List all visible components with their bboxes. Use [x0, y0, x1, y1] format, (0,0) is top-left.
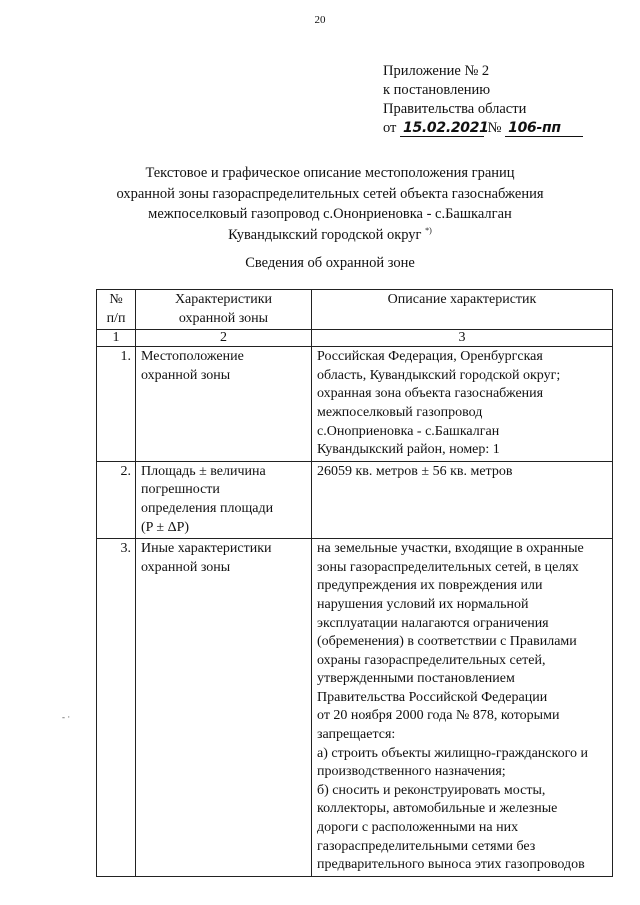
- title-line-3: межпоселковый газопровод с.Ононриеновка - с.Башкалган: [148, 206, 512, 222]
- scan-artifact-mark: - ·: [62, 712, 71, 722]
- document-title: [60, 163, 600, 245]
- header-description: Описание характеристик: [312, 290, 613, 330]
- column-number-row: [97, 330, 613, 347]
- column-number-3: 3: [312, 330, 613, 347]
- number-label: №: [487, 120, 502, 136]
- header-num: № п/п: [97, 290, 136, 330]
- row-number: 1.: [97, 347, 136, 462]
- page-number: 20: [314, 14, 326, 26]
- table-row: [97, 347, 613, 462]
- title-line-4: [60, 225, 600, 246]
- appendix-date-line: [383, 119, 583, 138]
- appendix-block: [383, 62, 583, 138]
- section-subtitle: Сведения об охранной зоне: [245, 255, 415, 271]
- appendix-line-2: к постановлению: [383, 82, 491, 98]
- table-row: [97, 539, 613, 877]
- handwritten-doc-number: 106-пп: [505, 121, 583, 137]
- row-number: 3.: [97, 539, 136, 877]
- from-label: от: [383, 120, 397, 136]
- row-number: 2.: [97, 461, 136, 538]
- title-line-4-text: Кувандыкский городской округ: [228, 226, 422, 243]
- row-description: на земельные участки, входящие в охранные зоны газораспределительных сетей, в целях предупреждения их повреждения или нарушения условий их нормальной эксплуатации налагаются ограничения (обременения) в соответствии с Правилами охраны газораспределительных сетей, утвержденными постановлением Правительства Российской Федерации от 20 ноября 2000 года № 878, которыми запрещается: а) строить объекты жилищно-гражданского и производственного назначения; б) сносить и реконструировать мосты, коллекторы, автомобильные и железные дороги с расположенными на них газораспределительными сетями без предварительного выноса этих газопроводов: [312, 539, 613, 877]
- row-characteristic: Площадь ± величина погрешности определения площади (P ± ΔP): [136, 461, 312, 538]
- row-characteristic: Местоположение охранной зоны: [136, 347, 312, 462]
- column-number-1: 1: [97, 330, 136, 347]
- table-row: [97, 461, 613, 538]
- title-line-1: Текстовое и графическое описание местоположения границ: [145, 165, 515, 181]
- appendix-line-3: Правительства области: [383, 101, 527, 117]
- table-header-row: [97, 290, 613, 330]
- appendix-line-1: Приложение № 2: [383, 63, 490, 79]
- row-description: 26059 кв. метров ± 56 кв. метров: [312, 461, 613, 538]
- column-number-2: 2: [136, 330, 312, 347]
- footnote-mark: *): [425, 225, 432, 235]
- zone-info-table: [96, 289, 613, 877]
- row-description: Российская Федерация, Оренбургская область, Кувандыкский городской округ; охранная зона объекта газоснабжения межпоселковый газопровод с.Оноприеновка - с.Башкалган Кувандыкский район, номер: 1: [312, 347, 613, 462]
- handwritten-date: 15.02.2021: [400, 121, 484, 137]
- header-characteristic: Характеристики охранной зоны: [136, 290, 312, 330]
- title-line-2: охранной зоны газораспределительных сетей объекта газоснабжения: [116, 185, 544, 202]
- row-characteristic: Иные характеристики охранной зоны: [136, 539, 312, 877]
